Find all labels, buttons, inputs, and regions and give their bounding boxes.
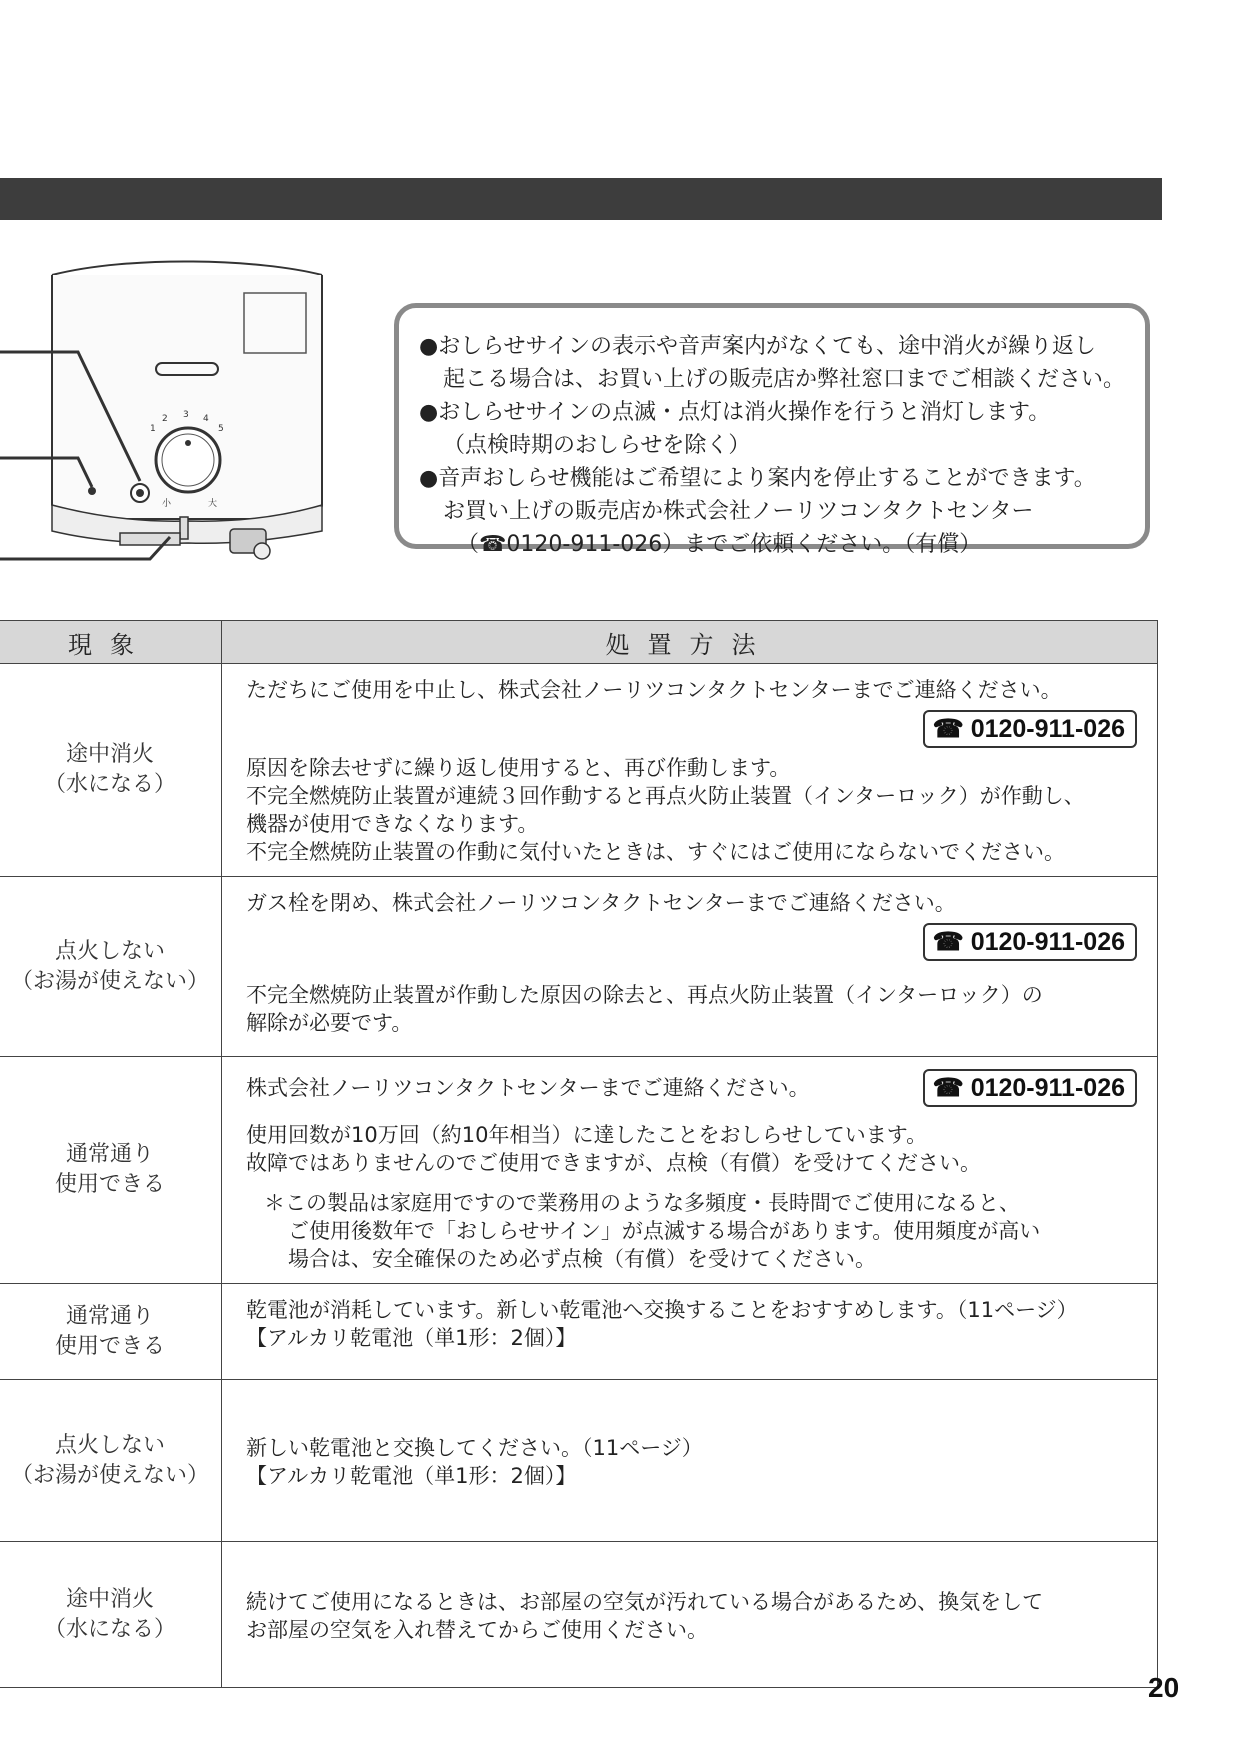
dial-label: 4: [203, 414, 209, 424]
dial-label: 2: [162, 414, 168, 424]
dial-label: 1: [150, 424, 156, 434]
telephone-icon: ☎: [479, 532, 507, 557]
phone-number-box: ☎ 0120-911-026: [923, 1069, 1137, 1107]
header-phenomenon: 現象: [0, 621, 222, 664]
remedy-cell: 乾電池が消耗しています。新しい乾電池へ交換することをおすすめします。（11ページ） 【アルカリ乾電池（単1形：2個）】: [222, 1284, 1158, 1380]
notice-line: ●おしらせサインの表示や音声案内がなくても、途中消火が繰り返し: [419, 334, 1096, 359]
header-remedy: 処置方法: [222, 621, 1158, 664]
dial-label: 大: [208, 499, 218, 509]
remedy-cell: ただちにご使用を中止し、株式会社ノーリツコンタクトセンターまでご連絡ください。 ☎ 0120-911-026 原因を除去せずに繰り返し使用すると、再び作動します。 不完全燃焼防止装置が連続３回作動すると再点火防止装置（インターロック）が作動し、 機器が使用できなくなります。 不完全燃焼防止装置の作動に気付いたときは、すぐにはご使用にならないでください。: [222, 664, 1158, 877]
table-row: [0, 664, 1158, 877]
notice-box: [394, 303, 1150, 557]
usage-note: ＊この製品は家庭用ですので業務用のような多頻度・長時間でご使用になると、 ご使用後数年で「おしらせサイン」が点滅する場合があります。使用頻度が高い 場合は、安全確保のため必ず点検（有償）を受けてください。: [264, 1191, 1041, 1271]
table-header-row: [0, 621, 1158, 664]
phenomenon-cell: 途中消火 （水になる）: [0, 1542, 222, 1688]
table-row: [0, 1380, 1158, 1542]
section-header-bar: [0, 178, 1162, 220]
troubleshooting-table: [0, 620, 1158, 1688]
page-number: 20: [1148, 1672, 1180, 1703]
phenomenon-cell: 点火しない （お湯が使えない）: [0, 1380, 222, 1542]
phenomenon-cell: 通常通り 使用できる: [0, 1284, 222, 1380]
remedy-cell: ガス栓を閉め、株式会社ノーリツコンタクトセンターまでご連絡ください。 ☎ 0120-911-026 不完全燃焼防止装置が作動した原因の除去と、再点火防止装置（インターロック）の 解除が必要です。: [222, 877, 1158, 1057]
dial-label: 5: [218, 424, 224, 434]
notice-line: ●音声おしらせ機能はご希望により案内を停止することができます。: [419, 466, 1096, 491]
notice-line: （点検時期のおしらせを除く）: [443, 433, 751, 458]
table-row: [0, 1284, 1158, 1380]
table-row: [0, 877, 1158, 1057]
dial-label: 小: [162, 499, 172, 509]
notice-line: お買い上げの販売店か株式会社ノーリツコンタクトセンター: [443, 499, 1034, 524]
notice-line: 起こる場合は、お買い上げの販売店か弊社窓口までご相談ください。: [443, 367, 1126, 392]
telephone-icon: ☎: [932, 715, 964, 743]
notice-line: （☎0120-911-026）までご依頼ください。（有償）: [457, 532, 982, 557]
remedy-cell: 新しい乾電池と交換してください。（11ページ） 【アルカリ乾電池（単1形：2個）】: [222, 1380, 1158, 1542]
table-row: [0, 1057, 1158, 1284]
table-row: [0, 1542, 1158, 1688]
phone-number-box: ☎ 0120-911-026: [923, 710, 1137, 748]
phenomenon-cell: 点火しない （お湯が使えない）: [0, 877, 222, 1057]
phenomenon-cell: 通常通り 使用できる: [0, 1057, 222, 1284]
remedy-cell: 続けてご使用になるときは、お部屋の空気が汚れている場合があるため、換気をして お部屋の空気を入れ替えてからご使用ください。: [222, 1542, 1158, 1688]
phenomenon-cell: 途中消火 （水になる）: [0, 664, 222, 877]
remedy-cell: 株式会社ノーリツコンタクトセンターまでご連絡ください。 ☎ 0120-911-026 使用回数が10万回（約10年相当）に達したことをおしらせしています。 故障ではありませんのでご使用できますが、点検（有償）を受けてください。 ＊この製品は家庭用ですので業務用のような多頻度・長時間でご使用になると、 ご使用後数年で「おしらせサイン」が点滅する場合があります。使用頻度が高い 場合は、安全確保のため必ず点検（有償）を受けてください。: [222, 1057, 1158, 1284]
telephone-icon: ☎: [932, 928, 964, 956]
water-heater-illustration: [0, 255, 380, 575]
telephone-icon: ☎: [932, 1074, 964, 1102]
dial-label: 3: [183, 410, 189, 420]
notice-line: ●おしらせサインの点滅・点灯は消火操作を行うと消灯します。: [419, 400, 1051, 425]
phone-number-box: ☎ 0120-911-026: [923, 923, 1137, 961]
